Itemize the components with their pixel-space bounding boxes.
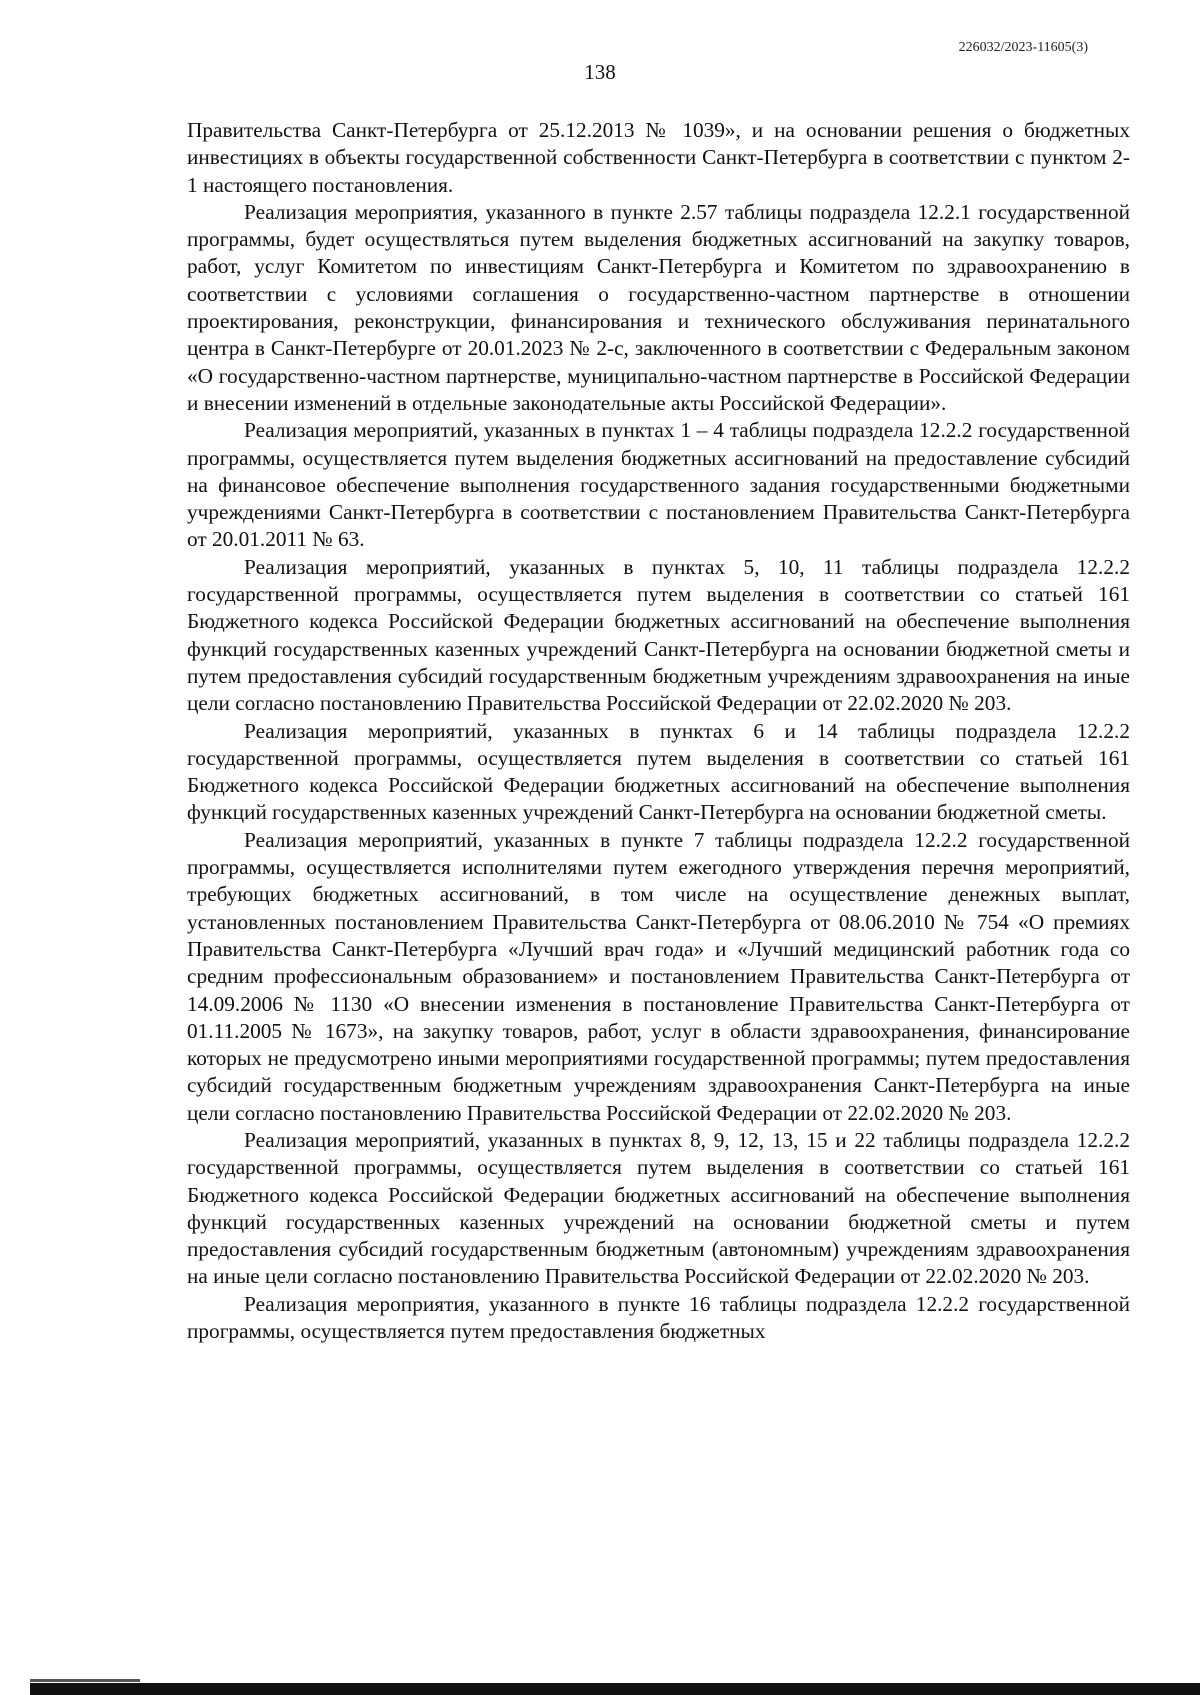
paragraph: Реализация мероприятий, указанных в пунктах 8, 9, 12, 13, 15 и 22 таблицы подраздела 12.2.2 государственной программы, осуществляется путем выделения в соответствии со статьей 161 Бюджетного кодекса Российской Федерации бюджетных ассигнований на обеспечение выполнения функций государственных казенных учреждений на основании бюджетной сметы и путем предоставления субсидий государственным бюджетным (автономным) учреждениям здравоохранения на иные цели согласно постановлению Правительства Российской Федерации от 22.02.2020 № 203.: [187, 1127, 1130, 1289]
scan-bottom-edge: [30, 1683, 1200, 1695]
page-number: 138: [584, 60, 616, 84]
paragraph: Реализация мероприятия, указанного в пункте 16 таблицы подраздела 12.2.2 государственной программы, осуществляется путем предоставления бюджетных: [187, 1291, 1130, 1344]
paragraph: Реализация мероприятий, указанных в пунктах 5, 10, 11 таблицы подраздела 12.2.2 государственной программы, осуществляется путем выделения в соответствии со статьей 161 Бюджетного кодекса Российской Федерации бюджетных ассигнований на обеспечение выполнения функций государственных казенных учреждений Санкт-Петербурга на основании бюджетной сметы и путем предоставления субсидий государственным бюджетным учреждениям здравоохранения на иные цели согласно постановлению Правительства Российской Федерации от 22.02.2020 № 203.: [187, 554, 1130, 716]
paragraph: Правительства Санкт-Петербурга от 25.12.2013 № 1039», и на основании решения о бюджетных инвестициях в объекты государственной собственности Санкт-Петербурга в соответствии с пунктом 2-1 настоящего постановления.: [187, 118, 1130, 197]
paragraph: Реализация мероприятий, указанных в пунктах 6 и 14 таблицы подраздела 12.2.2 государственной программы, осуществляется путем выделения в соответствии со статьей 161 Бюджетного кодекса Российской Федерации бюджетных ассигнований на обеспечение выполнения функций государственных казенных учреждений Санкт-Петербурга на основании бюджетной сметы.: [187, 718, 1130, 825]
scan-edge-mark: [30, 1679, 140, 1682]
document-body: [187, 117, 1130, 1345]
document-id: 226032/2023-11605(3): [958, 40, 1088, 55]
paragraph: Реализация мероприятий, указанных в пунктах 1 – 4 таблицы подраздела 12.2.2 государственной программы, осуществляется путем выделения бюджетных ассигнований на предоставление субсидий на финансовое обеспечение выполнения государственного задания государственными бюджетными учреждениями Санкт-Петербурга в соответствии с постановлением Правительства Санкт-Петербурга от 20.01.2011 № 63.: [187, 418, 1130, 552]
paragraph: Реализация мероприятия, указанного в пункте 2.57 таблицы подраздела 12.2.1 государственной программы, будет осуществляться путем выделения бюджетных ассигнований на закупку товаров, работ, услуг Комитетом по инвестициям Санкт-Петербурга и Комитетом по здравоохранению в соответствии с условиями соглашения о государственно-частном партнерстве в отношении проектирования, реконструкции, финансирования и технического обслуживания перинатального центра в Санкт-Петербурге от 20.01.2023 № 2-с, заключенного в соответствии с Федеральным законом «О государственно-частном партнерстве, муниципально-частном партнерстве в Российской Федерации и внесении изменений в отдельные законодательные акты Российской Федерации».: [187, 199, 1130, 415]
paragraph: Реализация мероприятий, указанных в пункте 7 таблицы подраздела 12.2.2 государственной программы, осуществляется исполнителями путем ежегодного утверждения перечня мероприятий, требующих бюджетных ассигнований, в том числе на осуществление денежных выплат, установленных постановлением Правительства Санкт-Петербурга от 08.06.2010 № 754 «О премиях Правительства Санкт-Петербурга «Лучший врач года» и «Лучший медицинский работник года со средним профессиональным образованием» и постановлением Правительства Санкт-Петербурга от 14.09.2006 № 1130 «О внесении изменения в постановление Правительства Санкт-Петербурга от 01.11.2005 № 1673», на закупку товаров, работ, услуг в области здравоохранения, финансирование которых не предусмотрено иными мероприятиями государственной программы; путем предоставления субсидий государственным бюджетным учреждениям здравоохранения Санкт-Петербурга на иные цели согласно постановлению Правительства Российской Федерации от 22.02.2020 № 203.: [187, 827, 1130, 1125]
